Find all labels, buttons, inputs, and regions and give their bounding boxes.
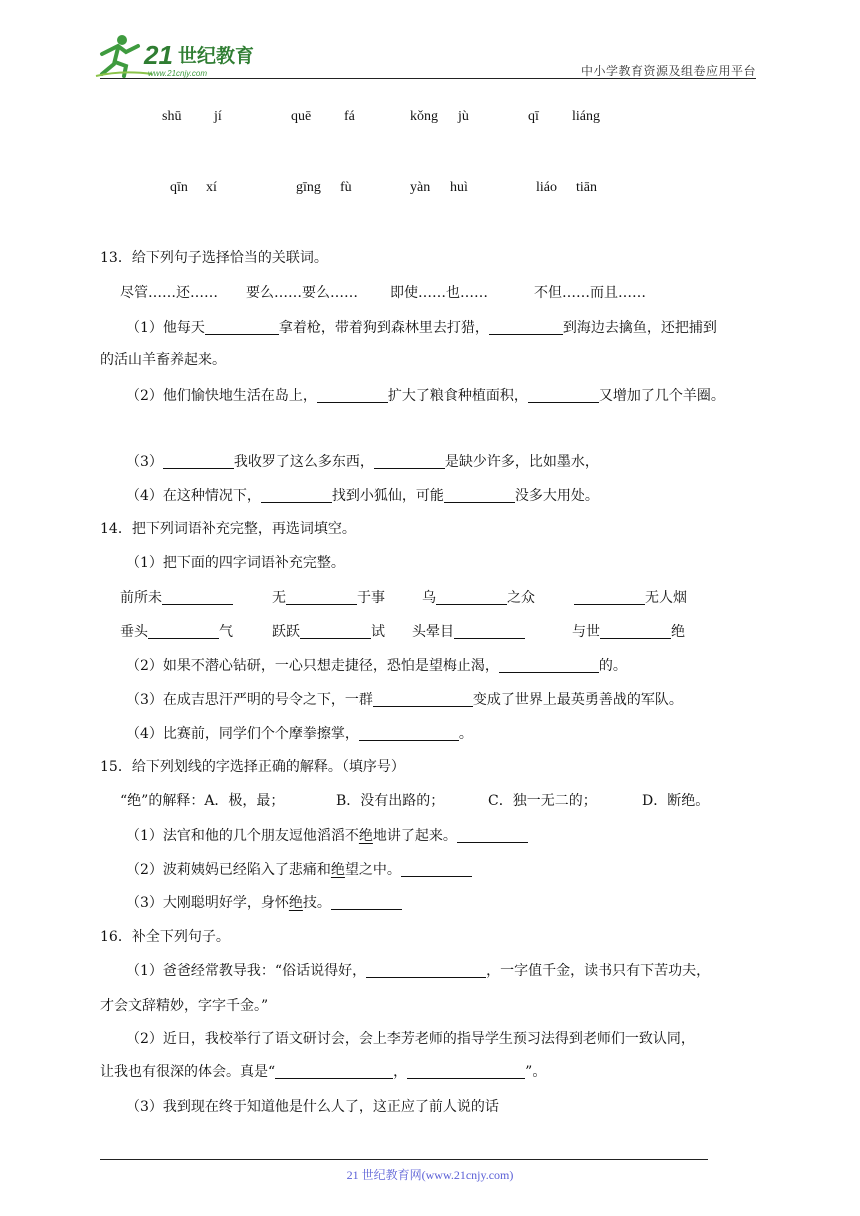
definition: B．没有出路的； (336, 793, 445, 809)
question-16-title: 16．补全下列句子。 (100, 929, 230, 945)
q16-sentence-2-cont: 让我也有很深的体会。真是“ ， ”。 (100, 1064, 547, 1080)
q13-sentence-3: （3） 我收罗了这么多东西， 是缺少许多，比如墨水， (126, 454, 599, 470)
question-13-title: 13．给下列句子选择恰当的关联词。 (100, 250, 328, 266)
answer-blank[interactable] (373, 691, 473, 707)
answer-blank[interactable] (286, 589, 357, 605)
platform-name: 中小学教育资源及组卷应用平台 (580, 64, 756, 78)
logo-name: 世纪教育 (178, 45, 255, 67)
pinyin-syllable: liáng (572, 109, 600, 124)
definition: C．独一无二的； (488, 793, 597, 809)
logo-21cnjy (92, 32, 267, 80)
q15-sentence-3: （3）大刚聪明好学，身怀绝技。 (126, 893, 402, 913)
pinyin-syllable: qī (528, 109, 539, 124)
q13-sentence-1: （1）他每天 拿着枪，带着狗到森林里去打猎， 到海边去擒鱼，还把捕到 (126, 320, 717, 336)
q16-sentence-3: （3）我到现在终于知道他是什么人了，这正应了前人说的话 (126, 1099, 499, 1115)
q14-sentence-2: （2）如果不潜心钻研，一心只想走捷径，恐怕是望梅止渴， 的。 (126, 658, 627, 674)
pinyin-syllable: tiān (576, 180, 597, 195)
option: 尽管……还…… (120, 285, 218, 301)
q14-sub-1: （1）把下面的四字词语补充完整。 (126, 555, 345, 571)
answer-blank[interactable] (436, 589, 507, 605)
answer-blank[interactable] (317, 387, 388, 403)
footer-divider (100, 1159, 708, 1160)
answer-blank[interactable] (401, 861, 472, 877)
q13-sentence-1-cont: 的活山羊畜养起来。 (100, 352, 226, 368)
answer-blank[interactable] (163, 453, 234, 469)
answer-blank[interactable] (407, 1063, 525, 1079)
answer-blank[interactable] (205, 319, 279, 335)
underlined-char: 绝 (288, 895, 303, 911)
header-divider (100, 78, 756, 79)
logo-number: 21 (144, 40, 173, 70)
footer-source[interactable]: 21 世纪教育网(www.21cnjy.com) (346, 1168, 514, 1182)
pinyin-syllable: shū (162, 109, 182, 124)
underlined-char: 绝 (358, 828, 373, 844)
q14-sentence-4: （4）比赛前，同学们个个摩拳擦掌， 。 (126, 726, 473, 742)
definition: D．断绝。 (642, 793, 710, 809)
answer-blank[interactable] (574, 589, 645, 605)
answer-blank[interactable] (528, 387, 599, 403)
question-14-title: 14．把下列词语补充完整，再选词填空。 (100, 521, 356, 537)
answer-blank[interactable] (148, 623, 219, 639)
definition: “绝”的解释：A．极，最； (120, 793, 285, 809)
answer-blank[interactable] (444, 487, 515, 503)
pinyin-syllable: liáo (536, 180, 557, 195)
answer-blank[interactable] (359, 725, 459, 741)
answer-blank[interactable] (331, 894, 402, 910)
pinyin-syllable: jí (214, 109, 222, 124)
q15-sentence-2: （2）波莉姨妈已经陷入了悲痛和绝望之中。 (126, 860, 472, 880)
q16-sentence-1: （1）爸爸经常教导我：“俗话说得好， ，一字值千金，读书只有下苦功夫， (126, 963, 711, 979)
logo-url: www.21cnjy.com (148, 69, 207, 78)
answer-blank[interactable] (366, 962, 486, 978)
answer-blank[interactable] (600, 623, 671, 639)
pinyin-syllable: quē (291, 109, 312, 124)
question-15-title: 15．给下列划线的字选择正确的解释。（填序号） (100, 759, 405, 775)
q13-sentence-2: （2）他们愉快地生活在岛上， 扩大了粮食种植面积， 又增加了几个羊圈。 (126, 388, 725, 404)
pinyin-syllable: jù (458, 109, 469, 124)
pinyin-syllable: huì (450, 180, 468, 195)
q15-sentence-1: （1）法官和他的几个朋友逗他滔滔不绝地讲了起来。 (126, 826, 528, 846)
pinyin-syllable: fù (340, 180, 352, 195)
answer-blank[interactable] (457, 827, 528, 843)
answer-blank[interactable] (374, 453, 445, 469)
pinyin-syllable: qīn (170, 180, 188, 195)
answer-blank[interactable] (489, 319, 563, 335)
answer-blank[interactable] (275, 1063, 393, 1079)
option: 不但……而且…… (534, 285, 646, 301)
pinyin-syllable: gīng (296, 180, 321, 195)
option: 即使……也…… (390, 285, 488, 301)
pinyin-syllable: kǒng (410, 109, 438, 124)
q13-sentence-4: （4）在这种情况下， 找到小狐仙，可能 没多大用处。 (126, 488, 599, 504)
answer-blank[interactable] (499, 657, 599, 673)
q14-sentence-3: （3）在成吉思汗严明的号令之下，一群 变成了世界上最英勇善战的军队。 (126, 692, 683, 708)
pinyin-syllable: yàn (410, 180, 431, 195)
page-header (0, 0, 860, 90)
pinyin-syllable: fá (344, 109, 355, 124)
option: 要么……要么…… (246, 285, 358, 301)
q16-sentence-2: （2）近日，我校举行了语文研讨会，会上李芳老师的指导学生预习法得到老师们一致认同， (126, 1031, 695, 1047)
answer-blank[interactable] (300, 623, 371, 639)
underlined-char: 绝 (330, 862, 345, 878)
answer-blank[interactable] (162, 589, 233, 605)
answer-blank[interactable] (261, 487, 332, 503)
answer-blank[interactable] (454, 623, 525, 639)
q16-sentence-1-cont: 才会文辞精妙，字字千金。” (100, 998, 269, 1014)
pinyin-syllable: xí (206, 180, 217, 195)
